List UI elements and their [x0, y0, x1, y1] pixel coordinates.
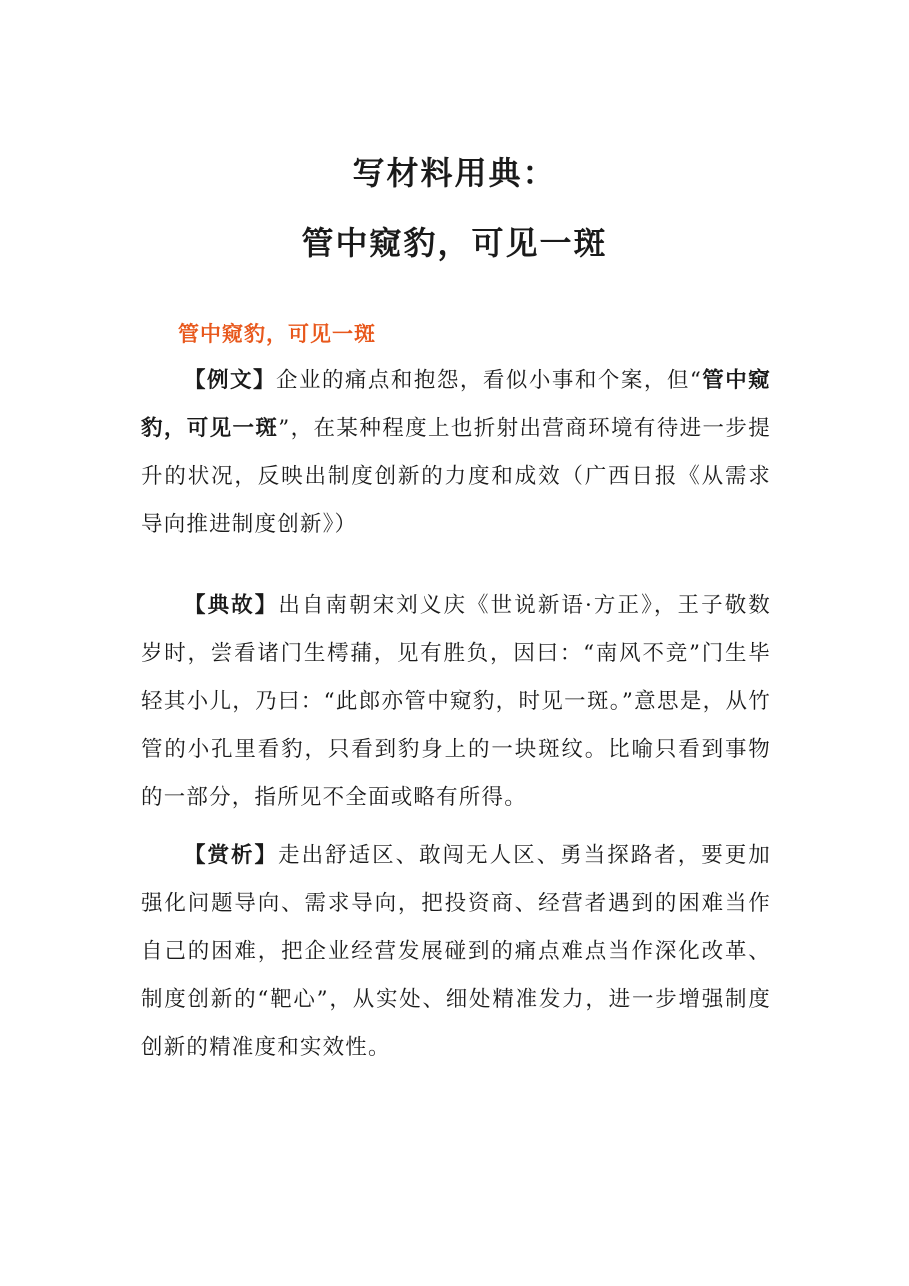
example-bold-phrase: 管中窥豹，可见一斑	[141, 368, 771, 441]
appreciation-text: 走出舒适区、敢闯无人区、勇当探路者，要更加强化问题导向、需求导向，把投资商、经营者遇到的困难当作自己的困难，把企业经营发展碰到的痛点难点当作深化改革、制度创新的“靶心”，从实处、细处精准发力，进一步增强制度创新的精准度和实效性。	[141, 843, 772, 1060]
allusion-text: 出自南朝宋刘义庆《世说新语·方正》，王子敬数岁时，尝看诸门生樗蒱，见有胜负，因曰：“南风不竞”门生毕轻其小儿，乃曰：“此郎亦管中窥豹，时见一斑。”意思是，从竹管的小孔里看豹，只看到豹身上的一块斑纹。比喻只看到事物的一部分，指所见不全面或略有所得。	[141, 593, 771, 810]
section-heading: 管中窥豹，可见一斑	[178, 322, 376, 346]
appreciation-paragraph	[141, 832, 771, 1072]
document-title: 写材料用典：	[352, 154, 557, 192]
example-tag: 【例文】	[184, 368, 276, 393]
example-text-after: ”，在某种程度上也折射出营商环境有待进一步提升的状况，反映出制度创新的力度和成效（广西日报《从需求导向推进制度创新》）	[141, 416, 771, 537]
example-text-before: 企业的痛点和抱怨，看似小事和个案，但“	[275, 368, 703, 393]
allusion-tag: 【典故】	[184, 593, 279, 618]
appreciation-tag: 【赏析】	[184, 843, 279, 868]
document-subtitle: 管中窥豹，可见一斑	[301, 224, 608, 262]
allusion-paragraph	[141, 582, 771, 822]
example-paragraph	[141, 357, 771, 549]
